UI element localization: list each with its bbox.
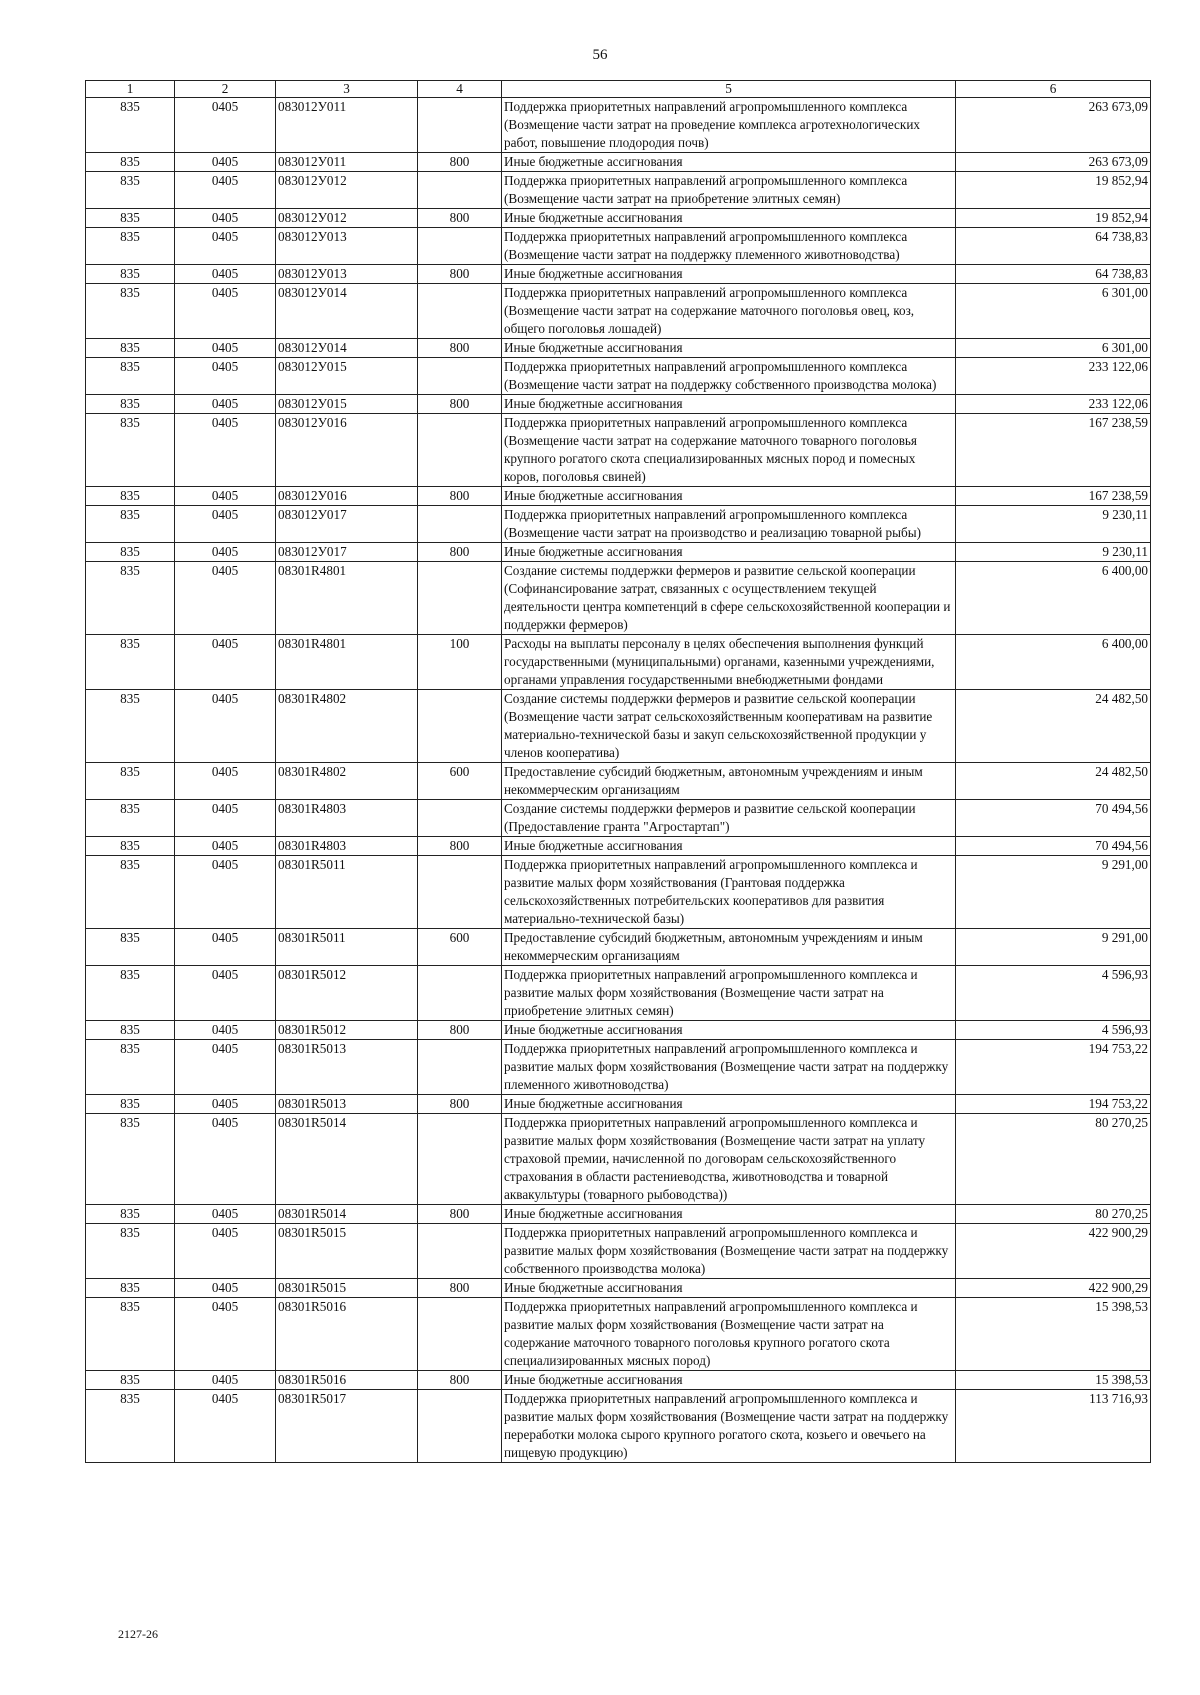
description-cell: Поддержка приоритетных направлений агропромышленного комплекса и развитие малых форм хозяйствования (Возмещение части затрат на поддержку собственного производства молока) bbox=[502, 1224, 956, 1279]
ministry-code-cell: 835 bbox=[86, 339, 175, 358]
ministry-code-cell: 835 bbox=[86, 414, 175, 487]
table-row bbox=[86, 856, 1151, 929]
description-cell: Иные бюджетные ассигнования bbox=[502, 153, 956, 172]
ministry-code-cell: 835 bbox=[86, 265, 175, 284]
section-code-cell: 0405 bbox=[175, 358, 276, 395]
amount-cell: 70 494,56 bbox=[956, 837, 1151, 856]
description-cell: Поддержка приоритетных направлений агропромышленного комплекса (Возмещение части затрат на производство и реализацию товарной рыбы) bbox=[502, 506, 956, 543]
amount-cell: 6 301,00 bbox=[956, 284, 1151, 339]
amount-cell: 15 398,53 bbox=[956, 1298, 1151, 1371]
page-number: 56 bbox=[592, 47, 608, 63]
description-cell: Поддержка приоритетных направлений агропромышленного комплекса (Возмещение части затрат на поддержку племенного животноводства) bbox=[502, 228, 956, 265]
section-code-cell: 0405 bbox=[175, 172, 276, 209]
table-row bbox=[86, 265, 1151, 284]
expense-type-code-cell: 600 bbox=[418, 929, 502, 966]
ministry-code-cell: 835 bbox=[86, 1205, 175, 1224]
expense-type-code-cell bbox=[418, 358, 502, 395]
amount-cell: 422 900,29 bbox=[956, 1224, 1151, 1279]
description-cell: Поддержка приоритетных направлений агропромышленного комплекса и развитие малых форм хозяйствования (Возмещение части затрат на поддержку переработки молока сырого крупного рогатого скота, козьего и овечьего на пищевую продукцию) bbox=[502, 1390, 956, 1463]
ministry-code-cell: 835 bbox=[86, 98, 175, 153]
target-article-code-cell: 08301R5014 bbox=[276, 1205, 418, 1224]
target-article-code-cell: 08301R5014 bbox=[276, 1114, 418, 1205]
description-cell: Поддержка приоритетных направлений агропромышленного комплекса (Возмещение части затрат на проведение комплекса агротехнологических работ, повышение плодородия почв) bbox=[502, 98, 956, 153]
expense-type-code-cell bbox=[418, 562, 502, 635]
table-row bbox=[86, 690, 1151, 763]
expense-type-code-cell: 100 bbox=[418, 635, 502, 690]
target-article-code-cell: 083012У012 bbox=[276, 172, 418, 209]
table-row bbox=[86, 1224, 1151, 1279]
target-article-code-cell: 08301R5015 bbox=[276, 1279, 418, 1298]
expense-type-code-cell: 800 bbox=[418, 1279, 502, 1298]
budget-table bbox=[85, 80, 1151, 1463]
amount-cell: 4 596,93 bbox=[956, 966, 1151, 1021]
amount-cell: 263 673,09 bbox=[956, 98, 1151, 153]
table-row bbox=[86, 209, 1151, 228]
description-cell: Предоставление субсидий бюджетным, автономным учреждениям и иным некоммерческим организациям bbox=[502, 929, 956, 966]
amount-cell: 6 301,00 bbox=[956, 339, 1151, 358]
description-cell: Иные бюджетные ассигнования bbox=[502, 543, 956, 562]
target-article-code-cell: 083012У011 bbox=[276, 98, 418, 153]
ministry-code-cell: 835 bbox=[86, 1371, 175, 1390]
ministry-code-cell: 835 bbox=[86, 1114, 175, 1205]
column-header: 6 bbox=[956, 81, 1151, 98]
table-row bbox=[86, 98, 1151, 153]
table-row bbox=[86, 1021, 1151, 1040]
section-code-cell: 0405 bbox=[175, 635, 276, 690]
description-cell: Иные бюджетные ассигнования bbox=[502, 339, 956, 358]
description-cell: Поддержка приоритетных направлений агропромышленного комплекса и развитие малых форм хозяйствования (Грантовая поддержка сельскохозяйственных потребительских кооперативов для развития материально-технической базы) bbox=[502, 856, 956, 929]
table-row bbox=[86, 284, 1151, 339]
table-row bbox=[86, 395, 1151, 414]
expense-type-code-cell: 800 bbox=[418, 837, 502, 856]
table-row bbox=[86, 487, 1151, 506]
amount-cell: 64 738,83 bbox=[956, 265, 1151, 284]
table-row bbox=[86, 339, 1151, 358]
table-row bbox=[86, 763, 1151, 800]
section-code-cell: 0405 bbox=[175, 763, 276, 800]
amount-cell: 9 230,11 bbox=[956, 506, 1151, 543]
target-article-code-cell: 08301R4802 bbox=[276, 690, 418, 763]
table-row bbox=[86, 1205, 1151, 1224]
amount-cell: 4 596,93 bbox=[956, 1021, 1151, 1040]
target-article-code-cell: 083012У017 bbox=[276, 506, 418, 543]
amount-cell: 64 738,83 bbox=[956, 228, 1151, 265]
target-article-code-cell: 08301R4803 bbox=[276, 800, 418, 837]
ministry-code-cell: 835 bbox=[86, 1224, 175, 1279]
section-code-cell: 0405 bbox=[175, 339, 276, 358]
column-header: 5 bbox=[502, 81, 956, 98]
amount-cell: 9 291,00 bbox=[956, 856, 1151, 929]
section-code-cell: 0405 bbox=[175, 1224, 276, 1279]
section-code-cell: 0405 bbox=[175, 265, 276, 284]
ministry-code-cell: 835 bbox=[86, 1040, 175, 1095]
table-row bbox=[86, 1279, 1151, 1298]
target-article-code-cell: 083012У015 bbox=[276, 395, 418, 414]
table-header bbox=[86, 81, 1151, 98]
expense-type-code-cell bbox=[418, 1298, 502, 1371]
target-article-code-cell: 08301R5013 bbox=[276, 1095, 418, 1114]
section-code-cell: 0405 bbox=[175, 1371, 276, 1390]
ministry-code-cell: 835 bbox=[86, 1021, 175, 1040]
expense-type-code-cell: 800 bbox=[418, 1205, 502, 1224]
target-article-code-cell: 08301R5012 bbox=[276, 1021, 418, 1040]
table-row bbox=[86, 358, 1151, 395]
target-article-code-cell: 083012У015 bbox=[276, 358, 418, 395]
expense-type-code-cell: 800 bbox=[418, 395, 502, 414]
amount-cell: 233 122,06 bbox=[956, 395, 1151, 414]
ministry-code-cell: 835 bbox=[86, 1298, 175, 1371]
amount-cell: 167 238,59 bbox=[956, 414, 1151, 487]
amount-cell: 24 482,50 bbox=[956, 763, 1151, 800]
expense-type-code-cell bbox=[418, 690, 502, 763]
amount-cell: 70 494,56 bbox=[956, 800, 1151, 837]
table-row bbox=[86, 228, 1151, 265]
header-row bbox=[86, 81, 1151, 98]
expense-type-code-cell bbox=[418, 1040, 502, 1095]
table-row bbox=[86, 1371, 1151, 1390]
expense-type-code-cell: 600 bbox=[418, 763, 502, 800]
target-article-code-cell: 08301R4803 bbox=[276, 837, 418, 856]
target-article-code-cell: 08301R5016 bbox=[276, 1298, 418, 1371]
description-cell: Создание системы поддержки фермеров и развитие сельской кооперации (Возмещение части затрат сельскохозяйственным кооперативам на развитие материально-технической базы и закуп сельскохозяйственной продукции у членов кооператива) bbox=[502, 690, 956, 763]
expense-type-code-cell: 800 bbox=[418, 1371, 502, 1390]
amount-cell: 167 238,59 bbox=[956, 487, 1151, 506]
target-article-code-cell: 08301R5015 bbox=[276, 1224, 418, 1279]
table-row bbox=[86, 1390, 1151, 1463]
expense-type-code-cell bbox=[418, 98, 502, 153]
ministry-code-cell: 835 bbox=[86, 172, 175, 209]
ministry-code-cell: 835 bbox=[86, 966, 175, 1021]
expense-type-code-cell: 800 bbox=[418, 1095, 502, 1114]
expense-type-code-cell bbox=[418, 1390, 502, 1463]
description-cell: Иные бюджетные ассигнования bbox=[502, 487, 956, 506]
footer-code: 2127-26 bbox=[118, 1627, 158, 1641]
target-article-code-cell: 08301R5011 bbox=[276, 929, 418, 966]
target-article-code-cell: 083012У013 bbox=[276, 265, 418, 284]
description-cell: Поддержка приоритетных направлений агропромышленного комплекса (Возмещение части затрат на поддержку собственного производства молока) bbox=[502, 358, 956, 395]
table-row bbox=[86, 414, 1151, 487]
table-row bbox=[86, 562, 1151, 635]
section-code-cell: 0405 bbox=[175, 414, 276, 487]
expense-type-code-cell bbox=[418, 228, 502, 265]
table-row bbox=[86, 635, 1151, 690]
section-code-cell: 0405 bbox=[175, 929, 276, 966]
description-cell: Иные бюджетные ассигнования bbox=[502, 1021, 956, 1040]
ministry-code-cell: 835 bbox=[86, 209, 175, 228]
expense-type-code-cell bbox=[418, 856, 502, 929]
ministry-code-cell: 835 bbox=[86, 800, 175, 837]
ministry-code-cell: 835 bbox=[86, 856, 175, 929]
amount-cell: 6 400,00 bbox=[956, 635, 1151, 690]
target-article-code-cell: 08301R4801 bbox=[276, 562, 418, 635]
amount-cell: 194 753,22 bbox=[956, 1040, 1151, 1095]
section-code-cell: 0405 bbox=[175, 506, 276, 543]
section-code-cell: 0405 bbox=[175, 800, 276, 837]
section-code-cell: 0405 bbox=[175, 284, 276, 339]
ministry-code-cell: 835 bbox=[86, 1390, 175, 1463]
expense-type-code-cell bbox=[418, 1114, 502, 1205]
description-cell: Поддержка приоритетных направлений агропромышленного комплекса и развитие малых форм хозяйствования (Возмещение части затрат на содержание маточного товарного поголовья крупного рогатого скота специализированных мясных пород) bbox=[502, 1298, 956, 1371]
amount-cell: 19 852,94 bbox=[956, 209, 1151, 228]
ministry-code-cell: 835 bbox=[86, 929, 175, 966]
column-header: 2 bbox=[175, 81, 276, 98]
section-code-cell: 0405 bbox=[175, 966, 276, 1021]
target-article-code-cell: 083012У011 bbox=[276, 153, 418, 172]
description-cell: Иные бюджетные ассигнования bbox=[502, 1095, 956, 1114]
description-cell: Иные бюджетные ассигнования bbox=[502, 209, 956, 228]
expense-type-code-cell bbox=[418, 966, 502, 1021]
ministry-code-cell: 835 bbox=[86, 562, 175, 635]
target-article-code-cell: 083012У014 bbox=[276, 339, 418, 358]
amount-cell: 24 482,50 bbox=[956, 690, 1151, 763]
column-header: 3 bbox=[276, 81, 418, 98]
section-code-cell: 0405 bbox=[175, 543, 276, 562]
section-code-cell: 0405 bbox=[175, 562, 276, 635]
amount-cell: 15 398,53 bbox=[956, 1371, 1151, 1390]
table-row bbox=[86, 966, 1151, 1021]
table-row bbox=[86, 837, 1151, 856]
expense-type-code-cell bbox=[418, 284, 502, 339]
section-code-cell: 0405 bbox=[175, 1040, 276, 1095]
expense-type-code-cell: 800 bbox=[418, 339, 502, 358]
target-article-code-cell: 08301R4801 bbox=[276, 635, 418, 690]
target-article-code-cell: 08301R5013 bbox=[276, 1040, 418, 1095]
amount-cell: 194 753,22 bbox=[956, 1095, 1151, 1114]
amount-cell: 263 673,09 bbox=[956, 153, 1151, 172]
ministry-code-cell: 835 bbox=[86, 228, 175, 265]
table-row bbox=[86, 506, 1151, 543]
description-cell: Расходы на выплаты персоналу в целях обеспечения выполнения функций государственными (муниципальными) органами, казенными учреждениями, органами управления государственными внебюджетными фондами bbox=[502, 635, 956, 690]
section-code-cell: 0405 bbox=[175, 1021, 276, 1040]
target-article-code-cell: 08301R5017 bbox=[276, 1390, 418, 1463]
table-row bbox=[86, 543, 1151, 562]
expense-type-code-cell: 800 bbox=[418, 487, 502, 506]
expense-type-code-cell: 800 bbox=[418, 265, 502, 284]
expense-type-code-cell: 800 bbox=[418, 153, 502, 172]
section-code-cell: 0405 bbox=[175, 856, 276, 929]
target-article-code-cell: 083012У016 bbox=[276, 487, 418, 506]
section-code-cell: 0405 bbox=[175, 1279, 276, 1298]
section-code-cell: 0405 bbox=[175, 395, 276, 414]
table-body bbox=[86, 98, 1151, 1463]
section-code-cell: 0405 bbox=[175, 153, 276, 172]
target-article-code-cell: 083012У014 bbox=[276, 284, 418, 339]
description-cell: Иные бюджетные ассигнования bbox=[502, 837, 956, 856]
description-cell: Иные бюджетные ассигнования bbox=[502, 395, 956, 414]
table-row bbox=[86, 172, 1151, 209]
section-code-cell: 0405 bbox=[175, 1298, 276, 1371]
description-cell: Иные бюджетные ассигнования bbox=[502, 1371, 956, 1390]
section-code-cell: 0405 bbox=[175, 837, 276, 856]
description-cell: Иные бюджетные ассигнования bbox=[502, 265, 956, 284]
table-row bbox=[86, 800, 1151, 837]
description-cell: Поддержка приоритетных направлений агропромышленного комплекса и развитие малых форм хозяйствования (Возмещение части затрат на приобретение элитных семян) bbox=[502, 966, 956, 1021]
amount-cell: 422 900,29 bbox=[956, 1279, 1151, 1298]
ministry-code-cell: 835 bbox=[86, 1279, 175, 1298]
section-code-cell: 0405 bbox=[175, 1205, 276, 1224]
table-row bbox=[86, 1298, 1151, 1371]
target-article-code-cell: 083012У012 bbox=[276, 209, 418, 228]
section-code-cell: 0405 bbox=[175, 1390, 276, 1463]
ministry-code-cell: 835 bbox=[86, 763, 175, 800]
amount-cell: 113 716,93 bbox=[956, 1390, 1151, 1463]
amount-cell: 80 270,25 bbox=[956, 1205, 1151, 1224]
target-article-code-cell: 08301R5016 bbox=[276, 1371, 418, 1390]
ministry-code-cell: 835 bbox=[86, 837, 175, 856]
target-article-code-cell: 08301R4802 bbox=[276, 763, 418, 800]
ministry-code-cell: 835 bbox=[86, 395, 175, 414]
description-cell: Иные бюджетные ассигнования bbox=[502, 1205, 956, 1224]
description-cell: Иные бюджетные ассигнования bbox=[502, 1279, 956, 1298]
description-cell: Создание системы поддержки фермеров и развитие сельской кооперации (Предоставление гранта "Агростартап") bbox=[502, 800, 956, 837]
table-row bbox=[86, 1095, 1151, 1114]
expense-type-code-cell bbox=[418, 172, 502, 209]
section-code-cell: 0405 bbox=[175, 209, 276, 228]
section-code-cell: 0405 bbox=[175, 690, 276, 763]
ministry-code-cell: 835 bbox=[86, 635, 175, 690]
expense-type-code-cell bbox=[418, 1224, 502, 1279]
description-cell: Поддержка приоритетных направлений агропромышленного комплекса (Возмещение части затрат на приобретение элитных семян) bbox=[502, 172, 956, 209]
target-article-code-cell: 083012У016 bbox=[276, 414, 418, 487]
ministry-code-cell: 835 bbox=[86, 358, 175, 395]
target-article-code-cell: 08301R5012 bbox=[276, 966, 418, 1021]
amount-cell: 233 122,06 bbox=[956, 358, 1151, 395]
description-cell: Предоставление субсидий бюджетным, автономным учреждениям и иным некоммерческим организациям bbox=[502, 763, 956, 800]
amount-cell: 9 291,00 bbox=[956, 929, 1151, 966]
target-article-code-cell: 083012У017 bbox=[276, 543, 418, 562]
description-cell: Создание системы поддержки фермеров и развитие сельской кооперации (Софинансирование затрат, связанных с осуществлением текущей деятельности центра компетенций в сфере сельскохозяйственной кооперации и поддержки фермеров) bbox=[502, 562, 956, 635]
table-row bbox=[86, 929, 1151, 966]
description-cell: Поддержка приоритетных направлений агропромышленного комплекса (Возмещение части затрат на содержание маточного поголовья овец, коз, общего поголовья лошадей) bbox=[502, 284, 956, 339]
expense-type-code-cell bbox=[418, 800, 502, 837]
target-article-code-cell: 083012У013 bbox=[276, 228, 418, 265]
ministry-code-cell: 835 bbox=[86, 284, 175, 339]
column-header: 4 bbox=[418, 81, 502, 98]
section-code-cell: 0405 bbox=[175, 98, 276, 153]
amount-cell: 9 230,11 bbox=[956, 543, 1151, 562]
amount-cell: 80 270,25 bbox=[956, 1114, 1151, 1205]
table-row bbox=[86, 1040, 1151, 1095]
description-cell: Поддержка приоритетных направлений агропромышленного комплекса и развитие малых форм хозяйствования (Возмещение части затрат на поддержку племенного животноводства) bbox=[502, 1040, 956, 1095]
target-article-code-cell: 08301R5011 bbox=[276, 856, 418, 929]
description-cell: Поддержка приоритетных направлений агропромышленного комплекса (Возмещение части затрат на содержание маточного товарного поголовья крупного рогатого скота специализированных мясных пород и помесных коров, поголовья свиней) bbox=[502, 414, 956, 487]
ministry-code-cell: 835 bbox=[86, 506, 175, 543]
section-code-cell: 0405 bbox=[175, 1114, 276, 1205]
ministry-code-cell: 835 bbox=[86, 690, 175, 763]
section-code-cell: 0405 bbox=[175, 1095, 276, 1114]
expense-type-code-cell bbox=[418, 414, 502, 487]
expense-type-code-cell: 800 bbox=[418, 209, 502, 228]
amount-cell: 19 852,94 bbox=[956, 172, 1151, 209]
table-row bbox=[86, 1114, 1151, 1205]
ministry-code-cell: 835 bbox=[86, 1095, 175, 1114]
amount-cell: 6 400,00 bbox=[956, 562, 1151, 635]
ministry-code-cell: 835 bbox=[86, 487, 175, 506]
section-code-cell: 0405 bbox=[175, 228, 276, 265]
ministry-code-cell: 835 bbox=[86, 153, 175, 172]
table-row bbox=[86, 153, 1151, 172]
section-code-cell: 0405 bbox=[175, 487, 276, 506]
expense-type-code-cell: 800 bbox=[418, 543, 502, 562]
expense-type-code-cell: 800 bbox=[418, 1021, 502, 1040]
expense-type-code-cell bbox=[418, 506, 502, 543]
description-cell: Поддержка приоритетных направлений агропромышленного комплекса и развитие малых форм хозяйствования (Возмещение части затрат на уплату страховой премии, начисленной по договорам сельскохозяйственного страхования в области растениеводства, животноводства и товарной аквакультуры (товарного рыбоводства)) bbox=[502, 1114, 956, 1205]
ministry-code-cell: 835 bbox=[86, 543, 175, 562]
column-header: 1 bbox=[86, 81, 175, 98]
